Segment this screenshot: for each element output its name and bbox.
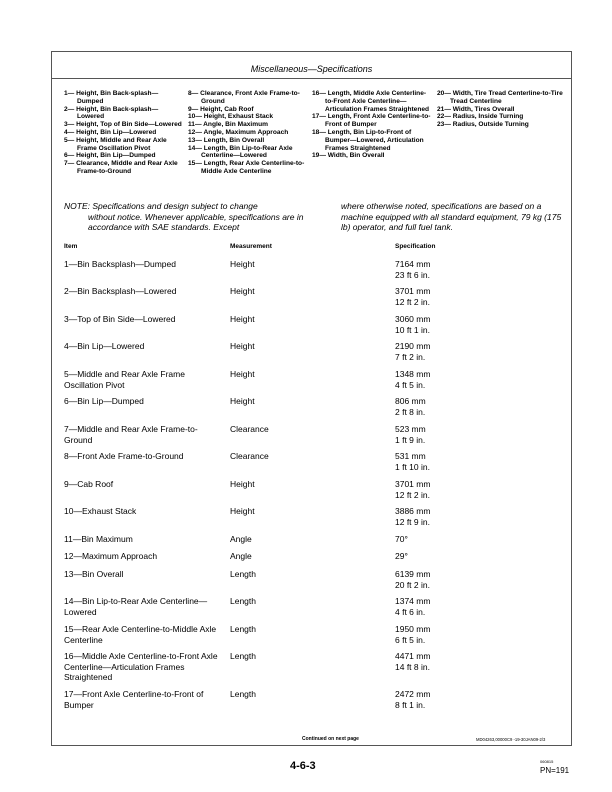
column-header-specification: Specification [395, 243, 436, 250]
row-item: 14—Bin Lip-to-Rear Axle Centerline—Lowered [64, 596, 208, 617]
row-item: 17—Front Axle Centerline-to-Front of Bumper [64, 689, 204, 710]
row-item: 7—Middle and Rear Axle Frame-to-Ground [64, 424, 198, 445]
legend-item: 23— Radius, Outside Turning [437, 121, 529, 129]
spec-imperial: 12 ft 2 in. [395, 489, 430, 500]
row-specification [395, 341, 555, 362]
spec-metric: 3060 mm [395, 314, 431, 324]
legend-item: 2— Height, Bin Back-splash—Lowered [64, 105, 159, 121]
row-specification [395, 314, 555, 335]
document-id: MD04263,00000C9 -19-30JAN09-2/3 [476, 737, 546, 742]
legend-item: 12— Angle, Maximum Approach [188, 128, 289, 136]
row-item: 1—Bin Backsplash—Dumped [64, 259, 176, 269]
row-item: 15—Rear Axle Centerline-to-Middle Axle Centerline [64, 624, 217, 645]
spec-imperial: 8 ft 1 in. [395, 699, 426, 710]
pn-number: PN=191 [540, 766, 570, 775]
spec-imperial: 1 ft 10 in. [395, 461, 430, 472]
legend-item: 17— Length, Front Axle Centerline-to-Front of Bumper [312, 113, 431, 129]
note-continuation: without notice. Whenever applicable, specifications are in accordance with SAE standards. Except [88, 211, 304, 232]
spec-imperial: 7 ft 2 in. [395, 351, 426, 362]
legend-item: 13— Length, Bin Overall [188, 136, 265, 144]
row-specification [395, 424, 555, 445]
spec-metric: 7164 mm [395, 259, 431, 269]
row-item: 3—Top of Bin Side—Lowered [64, 314, 176, 324]
legend-item: 14— Length, Bin Lip-to-Rear Axle Centerline—Lowered [188, 144, 293, 160]
legend-item: 15— Length, Rear Axle Centerline-to-Middle Axle Centerline [188, 160, 305, 175]
row-specification [395, 651, 555, 672]
row-specification [395, 396, 555, 417]
row-specification [395, 479, 555, 500]
row-measurement: Clearance [230, 424, 269, 434]
spec-imperial: 2 ft 8 in. [395, 406, 426, 417]
row-specification [395, 286, 555, 307]
spec-metric: 1950 mm [395, 624, 431, 634]
legend-column-3 [312, 90, 434, 160]
row-specification [395, 569, 555, 590]
legend-item: 8— Clearance, Front Axle Frame-to-Ground [188, 90, 300, 105]
row-specification [395, 689, 555, 710]
spec-imperial: 20 ft 2 in. [395, 579, 430, 590]
row-specification [395, 624, 555, 645]
legend-item: 7— Clearance, Middle and Rear Axle Frame-to-Ground [64, 160, 178, 175]
row-specification [395, 551, 555, 562]
spec-metric: 70° [395, 534, 408, 544]
legend-item: 6— Height, Bin Lip—Dumped [64, 152, 156, 160]
row-specification [395, 369, 555, 390]
row-measurement: Height [230, 369, 255, 379]
spec-metric: 4471 mm [395, 651, 431, 661]
spec-imperial: 23 ft 6 in. [395, 269, 430, 280]
legend-item: 18— Length, Bin Lip-to-Front of Bumper—Lowered, Articulation Frames Straightened [312, 128, 424, 152]
row-measurement: Length [230, 624, 256, 634]
spec-imperial: 12 ft 9 in. [395, 516, 430, 527]
row-item: 8—Front Axle Frame-to-Ground [64, 451, 184, 461]
legend-item: 16— Length, Middle Axle Centerline-to-Front Axle Centerline—Articulation Frames Straightened [312, 90, 430, 113]
legend-item: 9— Height, Cab Roof [188, 105, 254, 113]
legend-column-4 [437, 90, 567, 129]
row-measurement: Height [230, 479, 255, 489]
row-measurement: Height [230, 286, 255, 296]
legend-item: 19— Width, Bin Overall [312, 152, 385, 160]
page-number: 4-6-3 [290, 760, 316, 772]
spec-metric: 2472 mm [395, 689, 431, 699]
column-header-measurement: Measurement [230, 243, 272, 250]
section-header: Miscellaneous—Specifications [51, 51, 572, 79]
legend-item: 5— Height, Middle and Rear Axle Frame Oscillation Pivot [64, 136, 167, 152]
spec-metric: 3701 mm [395, 286, 431, 296]
continued-note: Continued on next page [302, 736, 359, 742]
spec-metric: 3886 mm [395, 506, 431, 516]
spec-metric: 1374 mm [395, 596, 431, 606]
row-item: 9—Cab Roof [64, 479, 114, 489]
row-measurement: Clearance [230, 451, 269, 461]
row-item: 13—Bin Overall [64, 569, 124, 579]
note-right: where otherwise noted, specifications are based on a machine equipped with all standard equipment, 79 kg (175 lb) operator, and full fuel tank. [341, 201, 562, 232]
legend-item: 4— Height, Bin Lip—Lowered [64, 128, 157, 136]
spec-imperial: 14 ft 8 in. [395, 661, 430, 672]
row-item: 12—Maximum Approach [64, 551, 158, 561]
row-specification [395, 534, 555, 545]
row-measurement: Length [230, 651, 256, 661]
row-item: 5—Middle and Rear Axle Frame Oscillation Pivot [64, 369, 185, 390]
row-item: 16—Middle Axle Centerline-to-Front Axle Centerline—Articulation Frames Straightened [64, 651, 218, 682]
row-measurement: Height [230, 396, 255, 406]
row-measurement: Angle [230, 534, 252, 544]
row-specification [395, 259, 555, 280]
legend-item: 1— Height, Bin Back-splash—Dumped [64, 90, 159, 105]
column-header-item: Item [64, 243, 78, 250]
row-specification [395, 596, 555, 617]
legend-item: 22— Radius, Inside Turning [437, 113, 524, 121]
row-measurement: Length [230, 689, 256, 699]
row-specification [395, 506, 555, 527]
note-first-line: NOTE: Specifications and design subject to change [64, 201, 258, 211]
row-measurement: Height [230, 341, 255, 351]
spec-imperial: 6 ft 5 in. [395, 634, 426, 645]
spec-metric: 2190 mm [395, 341, 431, 351]
spec-metric: 523 mm [395, 424, 426, 434]
spec-imperial: 1 ft 9 in. [395, 434, 426, 445]
spec-metric: 29° [395, 551, 408, 561]
spec-imperial: 4 ft 5 in. [395, 379, 426, 390]
row-item: 10—Exhaust Stack [64, 506, 137, 516]
row-measurement: Length [230, 569, 256, 579]
spec-metric: 3701 mm [395, 479, 431, 489]
spec-imperial: 4 ft 6 in. [395, 606, 426, 617]
spec-metric: 806 mm [395, 396, 426, 406]
small-code: 060815 [540, 759, 554, 764]
note-left [64, 201, 314, 233]
spec-imperial: 10 ft 1 in. [395, 324, 430, 335]
spec-metric: 531 mm [395, 451, 426, 461]
legend-item: 11— Angle, Bin Maximum [188, 121, 268, 129]
row-item: 4—Bin Lip—Lowered [64, 341, 145, 351]
spec-imperial: 12 ft 2 in. [395, 296, 430, 307]
row-item: 6—Bin Lip—Dumped [64, 396, 144, 406]
row-item: 2—Bin Backsplash—Lowered [64, 286, 177, 296]
legend-column-1 [64, 90, 184, 176]
spec-metric: 6139 mm [395, 569, 431, 579]
legend-item: 3— Height, Top of Bin Side—Lowered [64, 121, 182, 129]
row-measurement: Height [230, 506, 255, 516]
row-specification [395, 451, 555, 472]
legend-item: 20— Width, Tire Tread Centerline-to-Tire Tread Centerline [437, 90, 563, 105]
spec-metric: 1348 mm [395, 369, 431, 379]
row-measurement: Angle [230, 551, 252, 561]
row-measurement: Height [230, 314, 255, 324]
row-measurement: Height [230, 259, 255, 269]
legend-column-2 [188, 90, 312, 176]
row-measurement: Length [230, 596, 256, 606]
legend-item: 10— Height, Exhaust Stack [188, 113, 274, 121]
legend-item: 21— Width, Tires Overall [437, 105, 515, 113]
row-item: 11—Bin Maximum [64, 534, 133, 544]
